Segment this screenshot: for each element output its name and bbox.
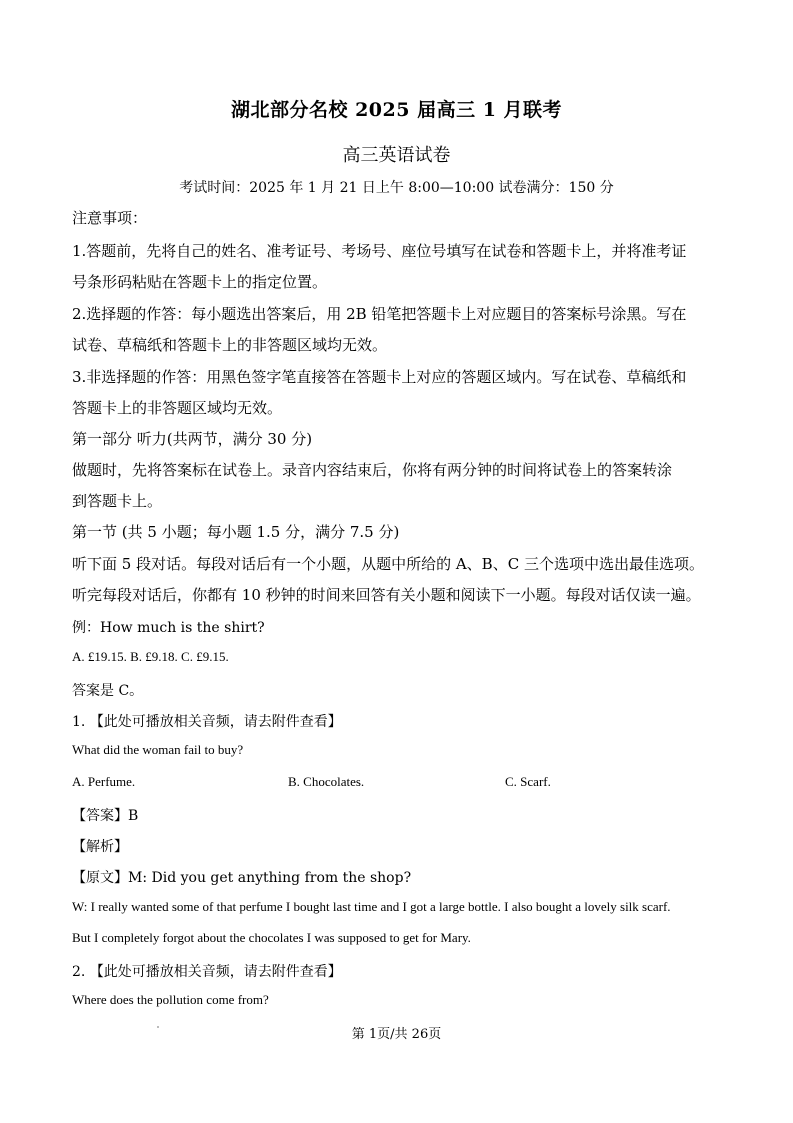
q1-question: What did the woman fail to buy? xyxy=(72,742,244,757)
q1-option-a: A. Perfume. xyxy=(72,774,136,789)
exam-time: 考试时间：2025 年 1 月 21 日上午 8:00—10:00 试卷满分：150 分 xyxy=(179,180,614,196)
exam-subtitle: 高三英语试卷 xyxy=(342,145,451,166)
example-options: A. £19.15. B. £9.18. C. £9.15. xyxy=(72,649,229,664)
example-question: 例：How much is the shirt? xyxy=(72,620,265,636)
q1-option-c: C. Scarf. xyxy=(505,774,551,789)
notice-heading: 注意事项： xyxy=(72,209,148,227)
part1-instructions-line-1: 做题时，先将答案标在试卷上。录音内容结束后，你将有两分钟的时间将试卷上的答案转涂 xyxy=(72,461,673,479)
section1-instructions-line-1: 听下面 5 段对话。每段对话后有一个小题，从题中所给的 A、B、C 三个选项中选出最佳选项。 xyxy=(72,555,704,573)
part1-heading: 第一部分 听力(共两节，满分 30 分) xyxy=(72,430,313,448)
q1-woman-line-2: But I completely forgot about the chocolates I was supposed to get for Mary. xyxy=(72,930,471,945)
section1-instructions-line-2: 听完每段对话后，你都有 10 秒钟的时间来回答有关小题和阅读下一小题。每段对话仅读一遍。 xyxy=(72,586,701,604)
notice-item-2-line-1: 2.选择题的作答：每小题选出答案后，用 2B 铅笔把答题卡上对应题目的答案标号涂黑。写在 xyxy=(72,305,687,323)
q1-answer: 【答案】B xyxy=(72,808,139,824)
page-number: 第 1页/共 26页 xyxy=(351,1027,442,1042)
exam-title: 湖北部分名校 2025 届高三 1 月联考 xyxy=(230,99,563,121)
notice-item-3-line-2: 答题卡上的非答题区域均无效。 xyxy=(72,399,283,417)
q1-option-b: B. Chocolates. xyxy=(288,774,365,789)
section1-heading: 第一节 (共 5 小题；每小题 1.5 分，满分 7.5 分) xyxy=(72,523,400,541)
q1-woman-line-1: W: I really wanted some of that perfume I bought last time and I got a large bottle. I also bought a lovely silk scarf. xyxy=(72,899,671,914)
example-answer: 答案是 C。 xyxy=(72,683,144,699)
notice-item-3-line-1: 3.非选择题的作答：用黑色签字笔直接答在答题卡上对应的答题区域内。写在试卷、草稿纸和 xyxy=(72,368,687,386)
q1-label: 1. 【此处可播放相关音频，请去附件查看】 xyxy=(72,714,342,730)
q2-label: 2. 【此处可播放相关音频，请去附件查看】 xyxy=(72,964,342,980)
notice-item-2-line-2: 试卷、草稿纸和答题卡上的非答题区域均无效。 xyxy=(72,336,388,354)
q1-original-text: 【原文】M: Did you get anything from the shop? xyxy=(72,870,412,886)
notice-item-1-line-2: 号条形码粘贴在答题卡上的指定位置。 xyxy=(72,273,328,291)
part1-instructions-line-2: 到答题卡上。 xyxy=(72,492,163,510)
notice-item-1-line-1: 1.答题前，先将自己的姓名、准考证号、考场号、座位号填写在试卷和答题卡上，并将准考证 xyxy=(72,242,687,260)
q1-analysis: 【解析】 xyxy=(72,839,128,855)
q2-question: Where does the pollution come from? xyxy=(72,992,269,1007)
